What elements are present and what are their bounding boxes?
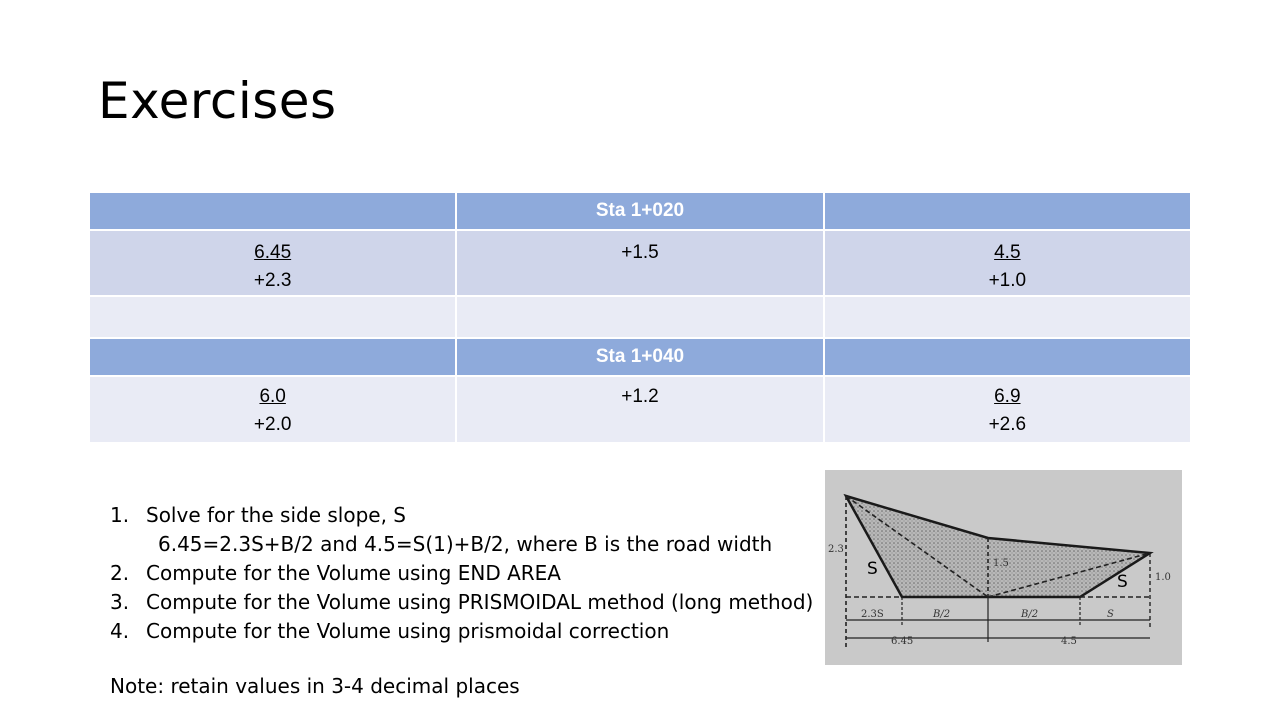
table-row [89,230,1191,296]
station1-left-distance: 6.45 [254,242,292,263]
height-center-label: 1.5 [993,558,1009,569]
height-right-label: 1.0 [1155,572,1171,583]
note-text: Note: retain values in 3-4 decimal places [110,674,520,698]
station2-right-elevation: +2.6 [988,414,1027,435]
list-item: 4. Compute for the Volume using prismoidal correction [110,619,670,643]
height-left-label: 2.3 [828,544,844,555]
dim-s-label: S [1107,609,1114,620]
station2-header: Sta 1+040 [456,338,823,376]
dim-4.5-label: 4.5 [1061,636,1077,647]
station2-center-elevation: +1.2 [621,386,659,407]
station2-left-elevation: +2.0 [253,414,292,435]
table-row-blank [89,296,1191,338]
table-header-row [89,338,1191,376]
station1-header: Sta 1+020 [456,192,823,230]
station2-left-distance: 6.0 [259,386,286,407]
list-item: 1. Solve for the side slope, S [110,503,406,527]
list-item: 2. Compute for the Volume using END AREA [110,561,561,585]
station-table [88,191,1192,444]
station1-left-elevation: +2.3 [253,270,292,291]
station1-center-elevation: +1.5 [621,242,659,263]
list-item: 3. Compute for the Volume using PRISMOIDAL method (long method) [110,590,814,614]
dim-2.3s-label: 2.3S [861,609,884,620]
task-list [110,501,813,646]
station1-right-distance: 4.5 [994,242,1021,263]
table-row [89,376,1191,443]
task-1-equation: 6.45=2.3S+B/2 and 4.5=S(1)+B/2, where B is the road width [158,532,773,556]
slope-left-label: S [867,559,878,579]
dim-6.45-label: 6.45 [891,636,914,647]
dim-b2-left-label: B/2 [933,609,951,620]
station1-right-elevation: +1.0 [988,270,1027,291]
cross-section-figure [825,470,1182,665]
slide-title: Exercises [98,72,337,130]
dim-b2-right-label: B/2 [1021,609,1039,620]
station2-right-distance: 6.9 [994,386,1021,407]
table-header-row [89,192,1191,230]
slope-right-label: S [1117,572,1128,592]
